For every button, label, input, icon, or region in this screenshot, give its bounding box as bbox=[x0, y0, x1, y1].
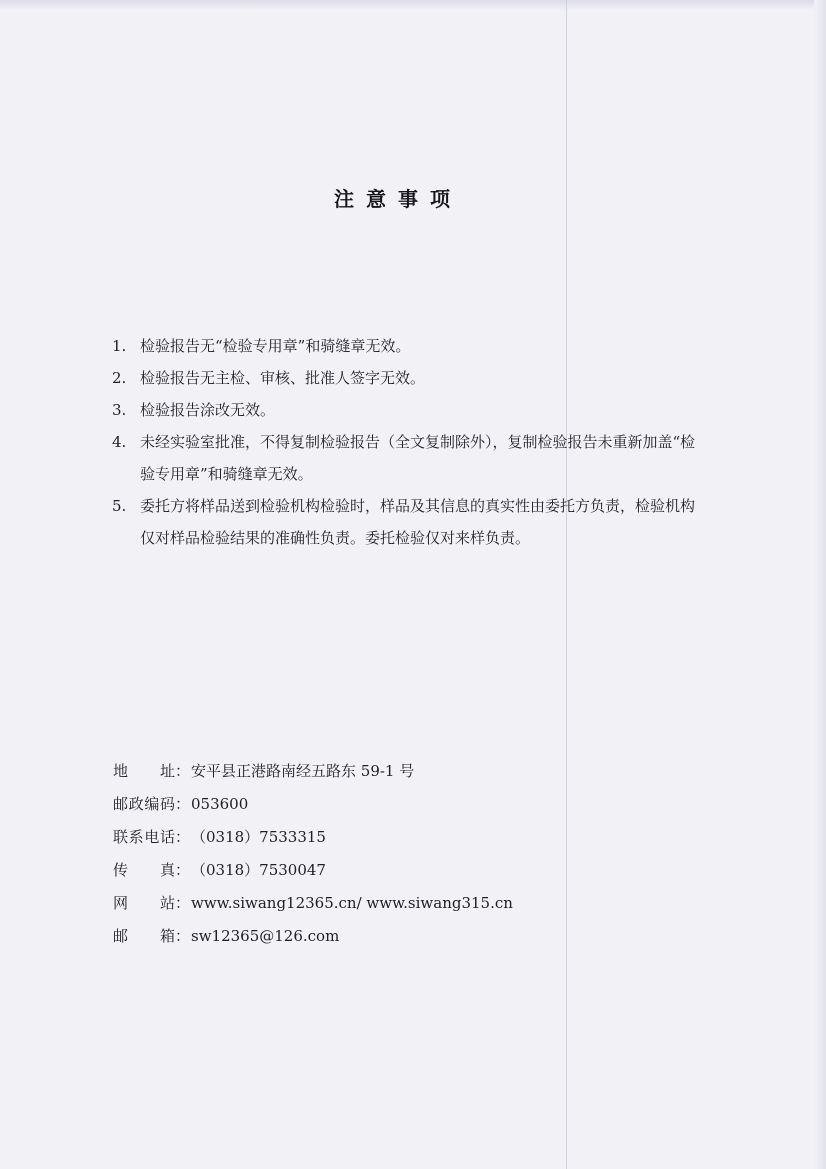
contact-separator: ： bbox=[175, 894, 191, 912]
contact-postcode bbox=[113, 788, 513, 821]
contact-phone bbox=[113, 821, 513, 854]
note-number: 3. bbox=[112, 401, 127, 419]
contact-info bbox=[113, 755, 513, 953]
contact-email bbox=[113, 920, 513, 953]
contact-value: （0318）7533315 bbox=[191, 828, 326, 846]
note-item-4 bbox=[108, 426, 698, 490]
contact-label: 邮箱 bbox=[113, 927, 175, 945]
contact-separator: ： bbox=[175, 795, 191, 813]
contact-label: 地址 bbox=[113, 762, 175, 780]
note-item-3 bbox=[108, 394, 698, 426]
page-right-edge bbox=[814, 0, 826, 1169]
note-item-2 bbox=[108, 362, 698, 394]
contact-label: 网站 bbox=[113, 894, 175, 912]
contact-separator: ： bbox=[175, 762, 191, 780]
contact-website bbox=[113, 887, 513, 920]
contact-separator: ： bbox=[175, 828, 191, 846]
contact-separator: ： bbox=[175, 861, 191, 879]
contact-value: 安平县正港路南经五路东 59-1 号 bbox=[191, 762, 415, 780]
contact-label: 邮政编码 bbox=[113, 795, 175, 813]
contact-value: （0318）7530047 bbox=[191, 861, 326, 879]
note-text: 委托方将样品送到检验机构检验时，样品及其信息的真实性由委托方负责，检验机构仅对样品检验结果的准确性负责。委托检验仅对来样负责。 bbox=[140, 497, 696, 547]
contact-value: 053600 bbox=[191, 795, 249, 813]
note-text: 检验报告涂改无效。 bbox=[140, 401, 276, 419]
note-text: 检验报告无“检验专用章”和骑缝章无效。 bbox=[140, 337, 411, 355]
page-title: 注意事项 bbox=[334, 187, 462, 211]
notes-list bbox=[108, 330, 698, 554]
note-text: 检验报告无主检、审核、批准人签字无效。 bbox=[140, 369, 426, 387]
contact-value: www.siwang12365.cn/ www.siwang315.cn bbox=[191, 894, 513, 912]
contact-separator: ： bbox=[175, 927, 191, 945]
fold-line bbox=[566, 0, 567, 1169]
page-top-edge bbox=[0, 0, 826, 10]
contact-label: 联系电话 bbox=[113, 828, 175, 846]
note-number: 5. bbox=[112, 497, 127, 515]
note-item-5 bbox=[108, 490, 698, 554]
contact-value: sw12365@126.com bbox=[191, 927, 340, 945]
note-text: 未经实验室批准，不得复制检验报告（全文复制除外），复制检验报告未重新加盖“检验专用章”和骑缝章无效。 bbox=[140, 433, 696, 483]
contact-fax bbox=[113, 854, 513, 887]
note-number: 2. bbox=[112, 369, 127, 387]
note-number: 4. bbox=[112, 433, 127, 451]
contact-address bbox=[113, 755, 513, 788]
note-item-1 bbox=[108, 330, 698, 362]
note-number: 1. bbox=[112, 337, 127, 355]
contact-label: 传真 bbox=[113, 861, 175, 879]
